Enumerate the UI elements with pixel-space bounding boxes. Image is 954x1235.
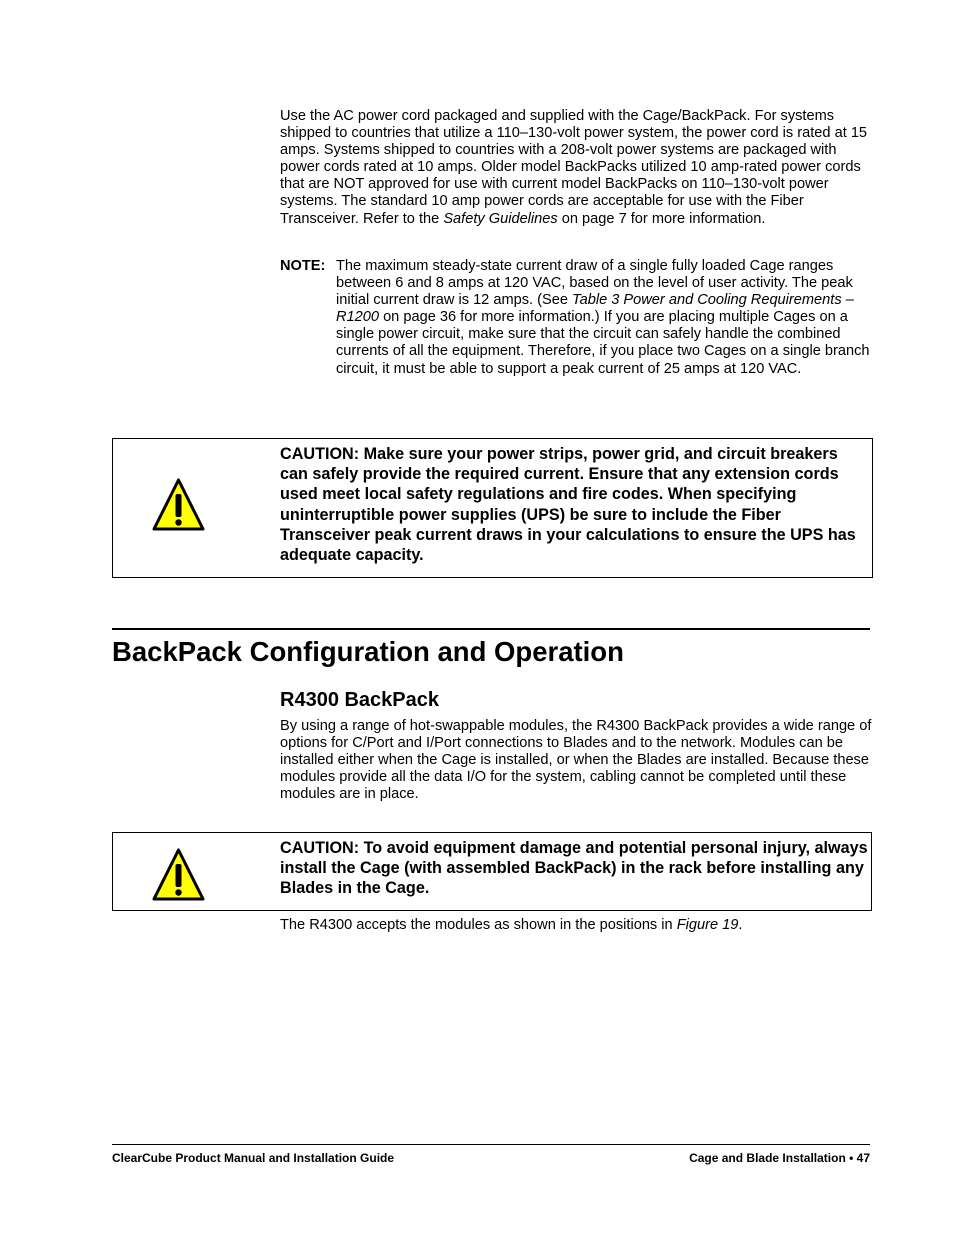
warning-triangle-icon [151,477,206,532]
subsection-heading: R4300 BackPack [280,689,440,711]
after-text-end: . [738,917,743,933]
section-rule [112,628,870,630]
caution-text: CAUTION: Make sure your power strips, power grid, and circuit breakers can safely provide the required current. Ensure that any extension cords used meet local safety regulations and fire codes. When specifying uninterruptible power supplies (UPS) be sure to include the Fiber Transceiver peak current draws in your calculations to ensure the UPS has adequate capacity. [280,445,856,565]
note-body [336,258,872,378]
note-text: The maximum steady-state current draw of a single fully loaded Cage ranges between 6 and 8 amps at 120 VAC, based on the level of user activity. The peak initial current draw is 12 amps. (See [336,258,853,309]
intro-text-end: on page 7 for more information. [557,210,766,227]
note-label: NOTE: [280,258,326,274]
section-paragraph: By using a range of hot-swappable modules, the R4300 BackPack provides a wide range of options for C/Port and I/Port connections to Blades and to the network. Modules can be installed either when the Cage is installed, or when the Blades are installed. Because these modules provide all the data I/O for the system, cabling cannot be completed until these modules are in place. [280,718,872,803]
footer-rule [112,1144,870,1145]
caution-text: CAUTION: To avoid equipment damage and potential personal injury, always install the Cage (with assembled BackPack) in the rack before installing any Blades in the Cage. [280,839,868,898]
table-reference: Table 3 Power and Cooling Requirements – R1200 [336,292,854,326]
after-text: The R4300 accepts the modules as shown in the positions in [280,917,677,933]
section-heading: BackPack Configuration and Operation [112,636,624,667]
figure-reference: Figure 19 [676,917,739,933]
intro-paragraph [280,108,872,228]
figure-reference-paragraph [280,917,872,934]
footer-title: ClearCube Product Manual and Installation Guide [112,1151,395,1165]
note-text-end: on page 36 for more information.) If you are placing multiple Cages on a single power circuit, make sure that the circuit can safely handle the combined currents of all the equipment. Therefore, if you place two Cages on a single branch circuit, it must be able to support a peak current of 25 amps at 120 VAC. [336,309,870,377]
safety-guidelines-reference: Safety Guidelines [443,210,558,227]
footer-page-info: Cage and Blade Installation • 47 [689,1151,870,1165]
warning-triangle-icon [151,847,206,902]
caution-box-power [112,438,873,578]
caution-box-installation [112,832,872,911]
intro-text: Use the AC power cord packaged and supplied with the Cage/BackPack. For systems shipped to countries that utilize a 110–130-volt power system, the power cord is rated at 15 amps. Systems shipped to countries with a 208-volt power systems are packaged with power cords rated at 10 amps. Older model BackPacks utilized 10 amp-rated power cords that are NOT approved for use with current model BackPacks on 110–130-volt power systems. The standard 10 amp power cords are acceptable for use with the Fiber Transceiver. Refer to the [280,108,868,227]
